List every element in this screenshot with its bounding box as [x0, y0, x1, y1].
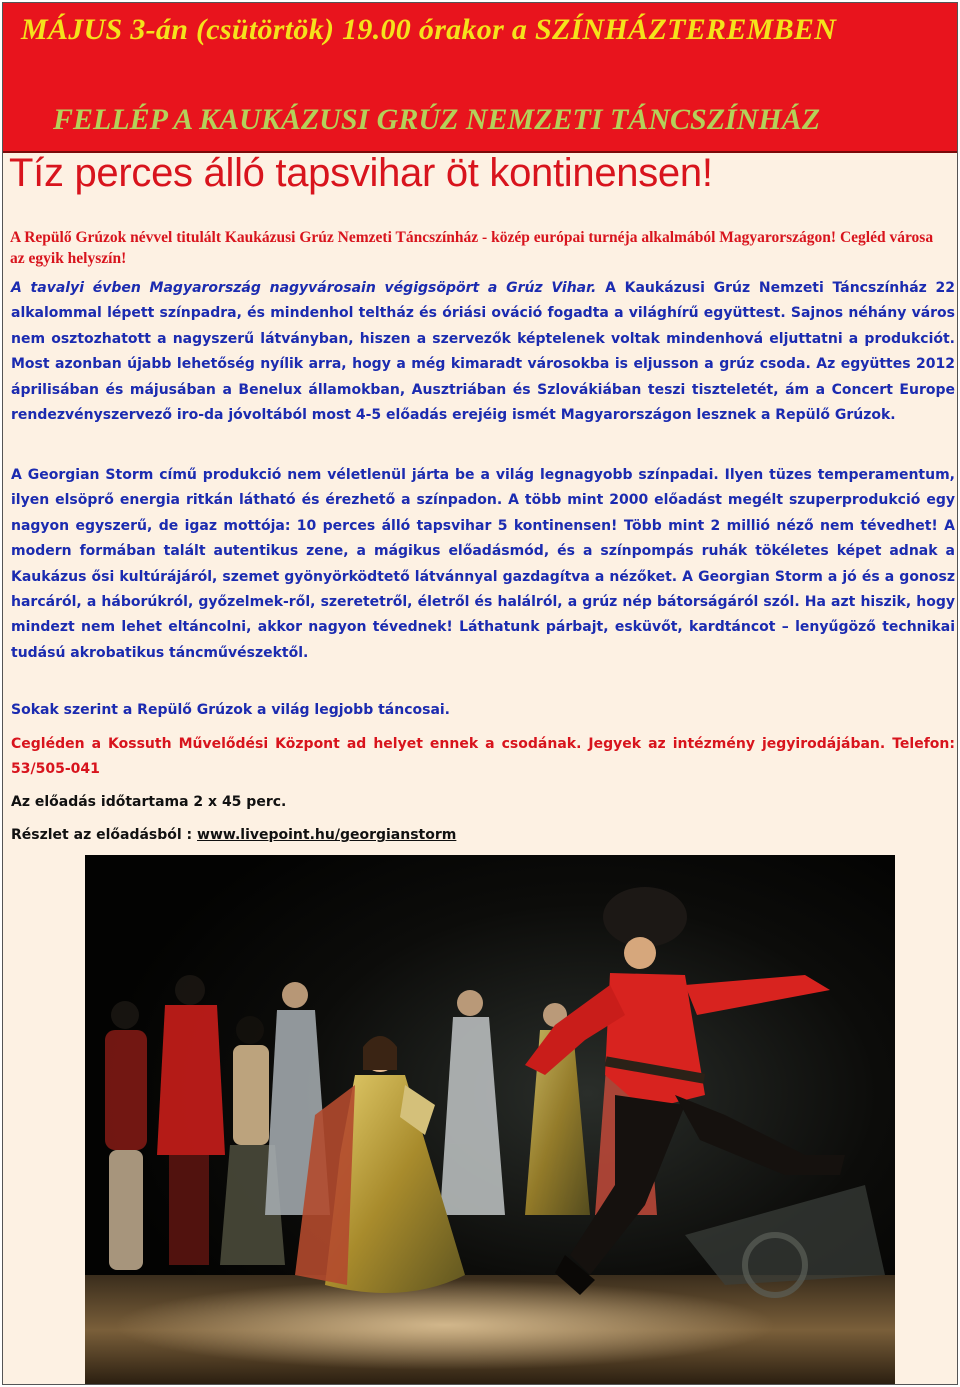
- dance-photo-image: [85, 855, 895, 1385]
- duration-text: Az előadás időtartama 2 x 45 perc.: [11, 794, 287, 810]
- paragraph-tour-rest: A Kaukázusi Grúz Nemzeti Táncszínház 22 alkalommal lépett színpadra, és mindenhol teltház és óriási ováció fogadta a világhírű együttest. Sajnos néhány város nem osztozhatott a nagyszerű látványban, hiszen a szervezők képtelenek voltak mindenhová eljuttatni a produkciót. Most azonban újabb lehetőség nyílik arra, hogy a még kimaradt városokba is eljusson a grúz csoda. Az együttes 2012 áprilisában és májusában a Benelux államokban, Ausztriában és Szlovákiában teszi tiszteletét, ám a Concert Europe rendezvényszervező iro-da jóvoltából most 4-5 előadás erejéig ismét Magyarországon lesznek a Repülő Grúzok.: [11, 280, 955, 424]
- excerpt-label: Részlet az előadásból :: [11, 827, 198, 843]
- paragraph-tour-italic: A tavalyi évben Magyarország nagyvárosain végigsöpört a Grúz Vihar.: [11, 280, 597, 296]
- headline: Tíz perces álló tapsvihar öt kontinensen!: [9, 151, 713, 195]
- poster-page: [2, 2, 958, 1385]
- paragraph-venue: Cegléden a Kossuth Művelődési Központ ad helyet ennek a csodának. Jegyek az intézmény jegyirodájában. Telefon: 53/505-041: [11, 736, 955, 778]
- paragraph-tour: [11, 276, 955, 428]
- intro-text: A Repülő Grúzok névvel titulált Kaukázusi Grúz Nemzeti Táncszínház - közép európai turnéja alkalmából Magyarországon! Cegléd városa az egyik helyszín!: [10, 229, 934, 267]
- dance-photo: [85, 855, 895, 1385]
- header-banner: [3, 3, 957, 153]
- performer-line: FELLÉP A KAUKÁZUSI GRÚZ NEMZETI TÁNCSZÍNHÁZ: [53, 103, 821, 136]
- excerpt-line: [11, 823, 955, 848]
- paragraph-best-dancers: Sokak szerint a Repülő Grúzok a világ legjobb táncosai.: [11, 702, 451, 718]
- excerpt-link[interactable]: www.livepoint.hu/georgianstorm: [197, 827, 457, 843]
- event-date-line: MÁJUS 3-án (csütörtök) 19.00 órakor a SZÍNHÁZTEREMBEN: [21, 13, 837, 46]
- paragraph-production: A Georgian Storm című produkció nem véletlenül járta be a világ legnagyobb színpadai. Ilyen tüzes temperamentum, ilyen elsöprő energia ritkán látható és érezhető a színpadon. A több mint 2000 előadást megélt szuperprodukció egy nagyon egyszerű, de igaz mottója: 10 perces álló tapsvihar 5 kontinensen! Több mint 2 millió néző nem tévedhet! A modern formában talált autentikus zene, a mágikus előadásmód, és a színpompás ruhák tökéletes képet adnak a Kaukázus ősi kultúrájáról, szemet gyönyörködtető látvánnyal gazdagítva a nézőket. A Georgian Storm a jó és a gonosz harcáról, a háborúkról, győzelmek-ről, szeretetről, életről és halálról, a grúz nép bátorságáról szól. Ha azt hiszik, hogy mindezt nem lehet eltáncolni, akkor nagyon tévednek! Láthatunk párbajt, esküvőt, kardtáncot – lenyűgöző technikai tudású akrobatikus táncművészektől.: [11, 467, 955, 661]
